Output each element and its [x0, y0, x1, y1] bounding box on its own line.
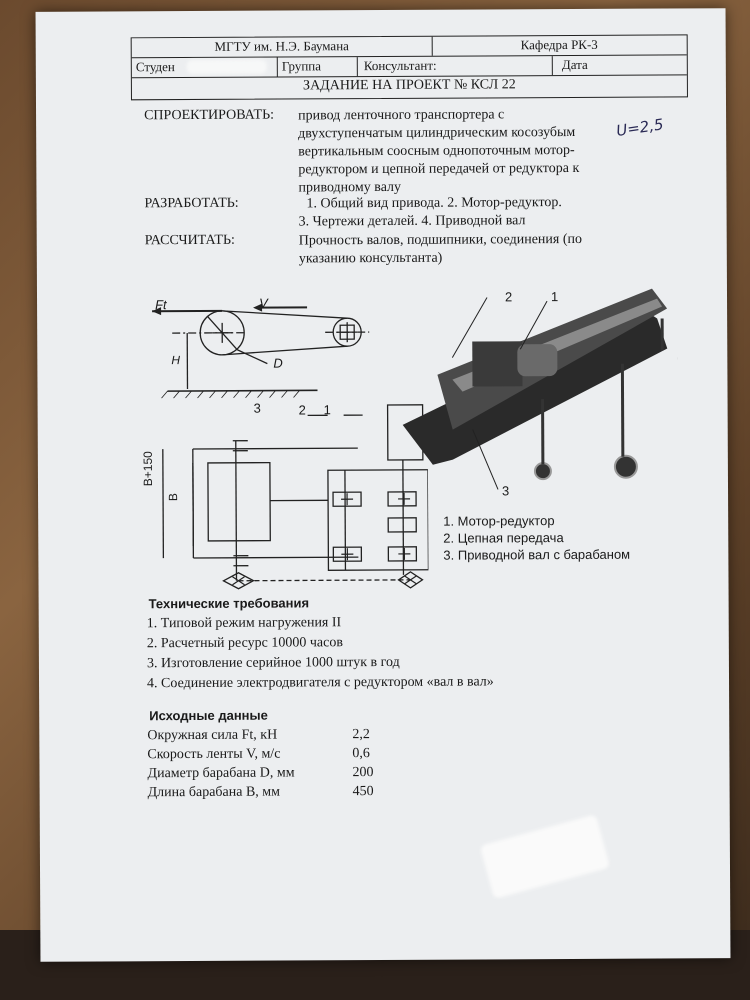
b-label: B: [166, 493, 181, 502]
v-label: V: [259, 295, 268, 311]
student-label: Студен: [135, 59, 175, 75]
requirement-item: 2. Расчетный ресурс 10000 часов: [146, 635, 343, 652]
design-line: двухступенчатым цилиндрическим косозубым: [298, 124, 576, 142]
calc-line: указанию консультанта): [298, 250, 443, 267]
data-value: 2,2: [352, 727, 370, 743]
requirement-item: 4. Соединение электродвигателя с редуктором «вал в вал»: [146, 674, 494, 692]
data-value: 200: [352, 765, 374, 781]
initial-data-title: Исходные данные: [149, 707, 268, 724]
requirement-item: 1. Типовой режим нагружения II: [146, 615, 342, 632]
data-row: [147, 763, 407, 783]
callout-1-photo: 1: [550, 289, 559, 305]
callout-2-photo: 2: [504, 289, 513, 305]
calc-label: РАССЧИТАТЬ:: [144, 232, 235, 249]
b150-label: B+150: [140, 451, 156, 487]
data-label: Скорость ленты V, м/с: [147, 746, 281, 763]
conveyor-photo: [392, 278, 678, 504]
h-label: H: [171, 353, 181, 368]
design-line: вертикальным соосным однопоточным мотор-: [298, 142, 575, 160]
group-label: Группа: [281, 58, 322, 74]
data-row: [147, 725, 407, 745]
requirements-list: [147, 612, 494, 694]
redacted-name: [187, 60, 267, 74]
develop-label: РАЗРАБОТАТЬ:: [144, 195, 239, 212]
legend-item: 2. Цепная передача: [443, 530, 564, 546]
design-text: [298, 106, 658, 198]
assignment-sheet: [36, 8, 731, 962]
data-row: [148, 782, 408, 802]
develop-line: 1. Общий вид привода. 2. Мотор-редуктор.: [306, 195, 562, 212]
callout-1-left: 1: [323, 402, 331, 418]
initial-data-table: [147, 725, 407, 802]
design-line: приводному валу: [298, 179, 402, 196]
date-label: Дата: [561, 56, 588, 73]
data-value: 450: [352, 784, 374, 800]
develop-text: [298, 194, 658, 232]
university-name: МГТУ им. Н.Э. Баумана: [214, 38, 349, 54]
data-label: Диаметр барабана D, мм: [147, 765, 295, 782]
consultant-label: Консультант:: [363, 57, 437, 74]
calc-text: [299, 231, 659, 269]
data-label: Длина барабана B, мм: [147, 784, 281, 801]
legend-item: 1. Мотор-редуктор: [443, 513, 555, 529]
legend-item: 3. Приводной вал с барабаном: [443, 546, 631, 563]
redacted-signature: [480, 814, 610, 899]
data-row: [147, 744, 407, 764]
department-name: Кафедра РК-3: [520, 36, 598, 53]
design-label: СПРОЕКТИРОВАТЬ:: [144, 107, 275, 124]
handwritten-note: U=2,5: [615, 115, 665, 140]
callout-2-left: 2: [298, 402, 306, 418]
calc-line: Прочность валов, подшипники, соединения (по: [298, 231, 583, 249]
design-line: редуктором и цепной передачей от редуктора к: [298, 160, 580, 178]
develop-line: 3. Чертежи деталей. 4. Приводной вал: [298, 213, 526, 230]
data-label: Окружная сила Ft, кН: [147, 727, 278, 744]
requirements-title: Технические требования: [148, 595, 310, 612]
d-label: D: [273, 355, 283, 371]
callout-3-left: 3: [253, 400, 261, 416]
kinematic-scheme: [148, 400, 429, 596]
header-table: [131, 34, 688, 100]
data-value: 0,6: [352, 746, 370, 762]
legend: [443, 512, 630, 564]
assignment-title: ЗАДАНИЕ НА ПРОЕКТ № КСЛ 22: [302, 77, 516, 94]
requirement-item: 3. Изготовление серийное 1000 штук в год: [146, 654, 400, 672]
header-row-3: [132, 75, 687, 98]
callout-3-photo: 3: [501, 483, 510, 499]
ft-label: Ft: [155, 297, 167, 313]
design-line: привод ленточного транспортера с: [298, 107, 505, 124]
